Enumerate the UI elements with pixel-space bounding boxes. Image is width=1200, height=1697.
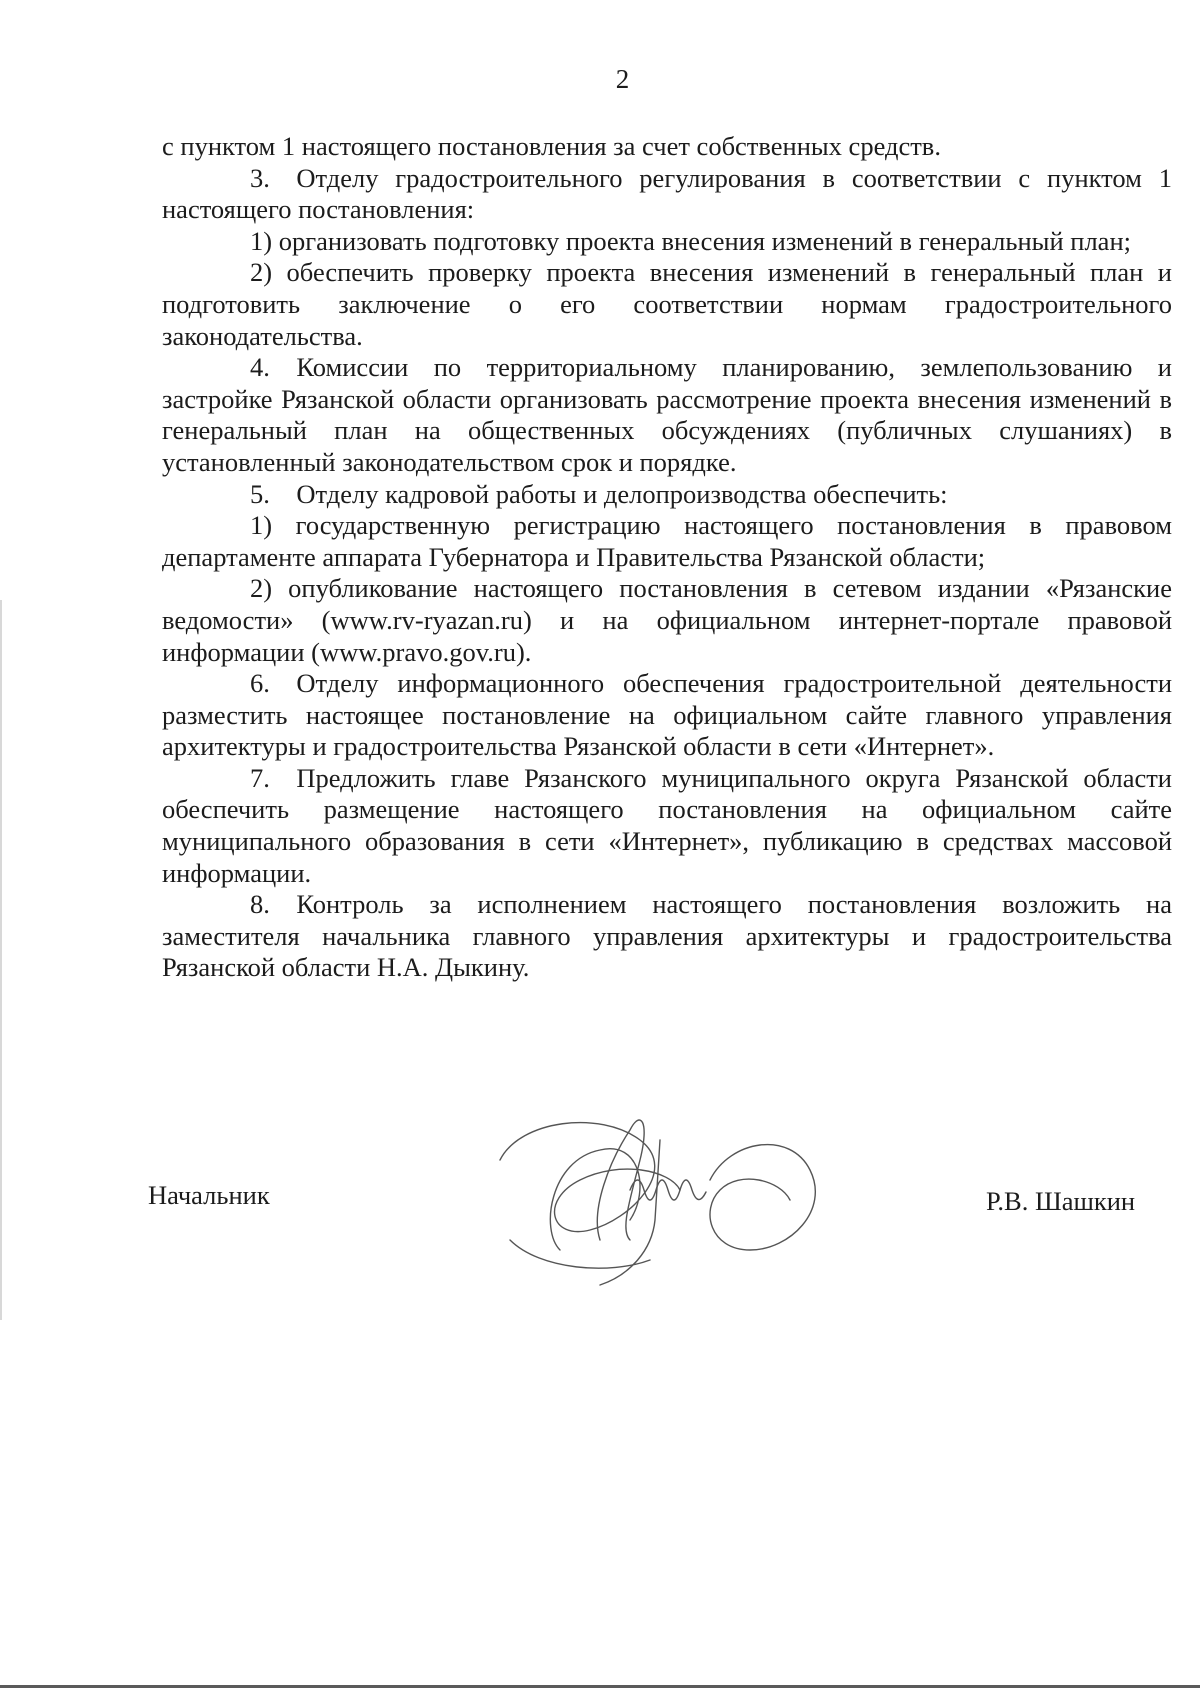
scan-border [0,1685,1200,1688]
paragraph-5-1: 1) государственную регистрацию настоящего постановления в правовом департаменте аппарата Губернатора и Правительства Рязанской области; [162,510,1172,572]
paragraph-3-1: 1) организовать подготовку проекта внесения изменений в генеральный план; [250,225,1131,256]
paragraph-5-2: 2) опубликование настоящего постановления в сетевом издании «Рязанские ведомости» (www.rv-ryazan.ru) и на официальном интернет-портале правовой информации (www.pravo.gov.ru). [162,573,1172,667]
paragraph-3: 3. Отделу градостроительного регулирования в соответствии с пунктом 1 настоящего постановления: [162,162,1172,225]
page-number: 2 [615,64,630,94]
scan-edge [0,600,2,1320]
paragraph-6: 6. Отделу информационного обеспечения градостроительной деятельности разместить настоящее постановление на официальном сайте главного управления архитектуры и градостроительства Рязанской области в сети «Интернет». [162,668,1172,762]
handwritten-signature [480,1100,860,1300]
paragraph-5: 5. Отделу кадровой работы и делопроизводства обеспечить: [250,478,948,509]
paragraph-continuation: с пунктом 1 настоящего постановления за счет собственных средств. [162,131,941,161]
paragraph-3-2: 2) обеспечить проверку проекта внесения изменений в генеральный план и подготовить заключение о его соответствии нормам градостроительного законодательства. [162,257,1172,351]
signatory-name: Р.В. Шашкин [986,1186,1136,1216]
document-body [162,131,1172,984]
paragraph-8: 8. Контроль за исполнением настоящего постановления возложить на заместителя начальника главного управления архитектуры и градостроительства Рязанской области Н.А. Дыкину. [162,889,1172,983]
paragraph-4: 4. Комиссии по территориальному планированию, землепользованию и застройке Рязанской области организовать рассмотрение проекта внесения изменений в генеральный план на общественных обсуждениях (публичных слушаниях) в установленный законодательством срок и порядке. [162,352,1172,477]
paragraph-7: 7. Предложить главе Рязанского муниципального округа Рязанской области обеспечить размещение настоящего постановления на официальном сайте муниципального образования в сети «Интернет», публикацию в средствах массовой информации. [162,762,1172,888]
signatory-title: Начальник [148,1180,270,1210]
